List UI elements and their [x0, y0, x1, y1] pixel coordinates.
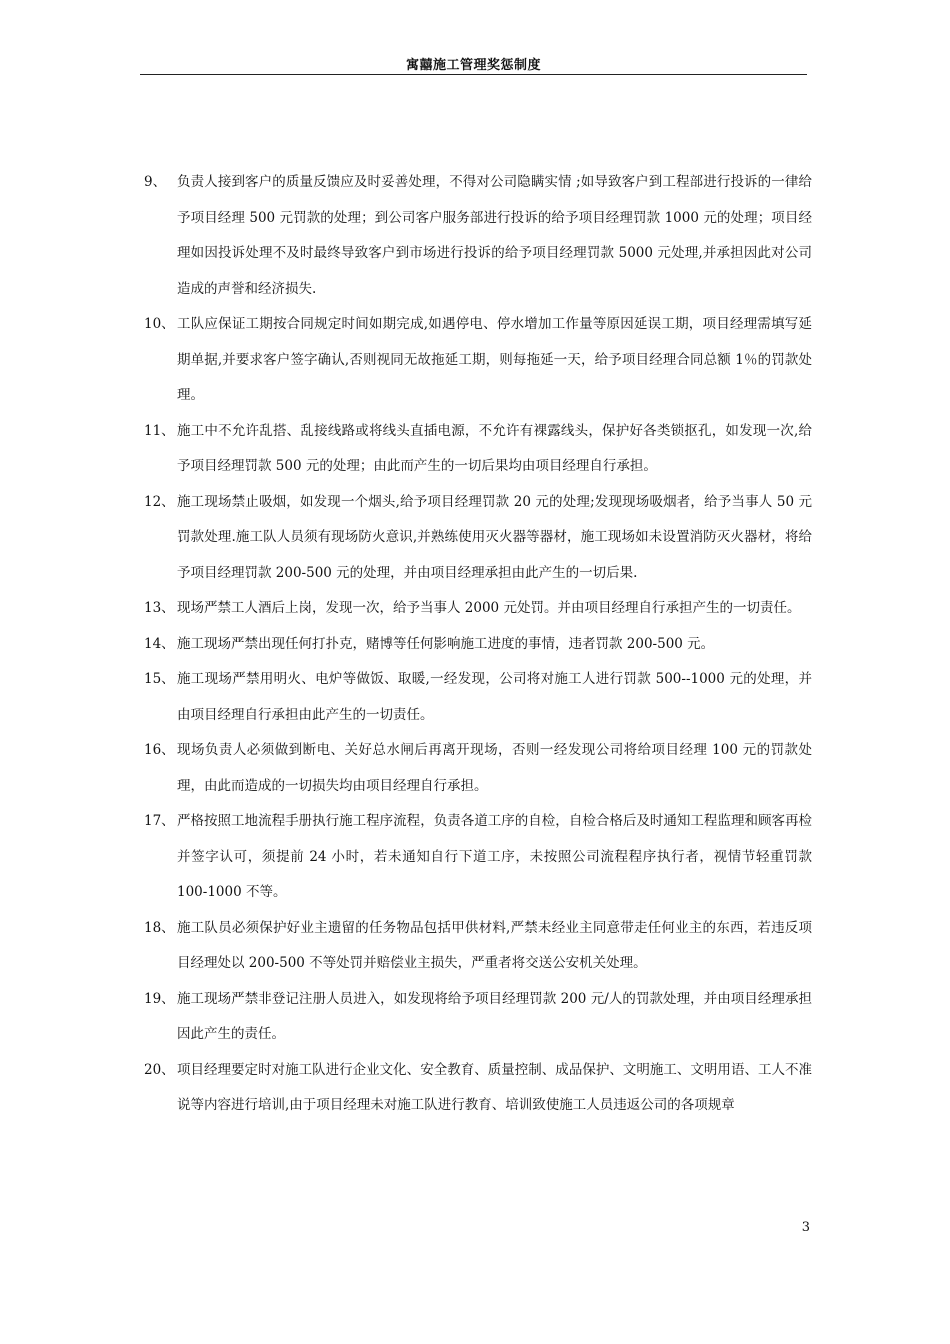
- item-number: 18、: [144, 919, 175, 936]
- item-text: 施工中不允许乱搭、乱接线路或将线头直插电源，不允许有裸露线头，保护好各类锁抠孔，如发现一次,给予项目经理罚款 500 元的处理；由此而产生的一切后果均由项目经理自行承担。: [177, 422, 812, 474]
- regulation-item-11: [144, 414, 812, 485]
- item-number: 10、: [144, 316, 175, 332]
- item-number: 15、: [144, 671, 175, 687]
- regulation-item-17: [144, 804, 812, 911]
- regulation-item-15: [144, 662, 812, 733]
- item-text: 施工现场禁止吸烟，如发现一个烟头,给予项目经理罚款 20 元的处理;发现现场吸烟者，给予当事人 50 元罚款处理.施工队人员须有现场防火意识,并熟练使用灭火器等器材，施工现场如未设置消防灭火器材，将给予项目经理罚款 200-500 元的处理，并由项目经理承担由此产生的一切后果.: [177, 493, 812, 581]
- item-number: 9、: [144, 174, 167, 190]
- item-text: 工队应保证工期按合同规定时间如期完成,如遇停电、停水增加工作量等原因延误工期，项目经理需填写延期单据,并要求客户签字确认,否则视同无故拖延工期，则每拖延一天，给予项目经理合同总额 1％的罚款处理。: [177, 316, 812, 403]
- page-number: 3: [801, 1220, 810, 1235]
- regulation-item-12: [144, 485, 812, 592]
- item-text: 施工现场严禁用明火、电炉等做饭、取暖,一经发现，公司将对施工人进行罚款 500--1000 元的处理，并由项目经理自行承担由此产生的一切责任。: [177, 671, 812, 723]
- page-header: [140, 54, 807, 75]
- regulation-item-20: [144, 1053, 812, 1124]
- regulation-item-14: [144, 627, 812, 663]
- regulation-item-16: [144, 733, 812, 804]
- item-text: 项目经理要定时对施工队进行企业文化、安全教育、质量控制、成品保护、文明施工、文明用语、工人不准说等内容进行培训,由于项目经理未对施工队进行教育、培训致使施工人员违返公司的各项规章: [177, 1061, 812, 1113]
- item-number: 16、: [144, 742, 175, 758]
- item-text: 施工队员必须保护好业主遗留的任务物品包括甲供材料,严禁未经业主同意带走任何业主的东西，若违反项目经理处以 200-500 不等处罚并赔偿业主损失，严重者将交送公安机关处理。: [177, 919, 812, 971]
- item-text: 严格按照工地流程手册执行施工程序流程，负责各道工序的自检，自检合格后及时通知工程监理和顾客再检并签字认可，须提前 24 小时，若未通知自行下道工序，未按照公司流程程序执行者，视情节轻重罚款 100-1000 不等。: [177, 813, 812, 900]
- item-text: 施工现场严禁非登记注册人员进入，如发现将给予项目经理罚款 200 元/人的罚款处理，并由项目经理承担因此产生的责任。: [177, 990, 812, 1042]
- item-number: 17、: [144, 813, 175, 829]
- document-title: 寓囍施工管理奖惩制度: [405, 58, 541, 73]
- item-text: 现场负责人必须做到断电、关好总水闸后再离开现场，否则一经发现公司将给项目经理 100 元的罚款处理，由此而造成的一切损失均由项目经理自行承担。: [177, 742, 812, 794]
- item-number: 14、: [144, 635, 175, 652]
- item-number: 20、: [144, 1061, 175, 1078]
- regulation-item-13: [144, 591, 812, 627]
- regulation-item-10: [144, 307, 812, 414]
- item-number: 11、: [144, 422, 175, 439]
- item-text: 施工现场严禁出现任何打扑克，赌博等任何影响施工进度的事情，违者罚款 200-500 元。: [177, 635, 715, 652]
- regulation-list: [144, 165, 812, 1124]
- regulation-item-18: [144, 911, 812, 982]
- regulation-item-19: [144, 982, 812, 1053]
- item-number: 13、: [144, 600, 175, 616]
- item-text: 负责人接到客户的质量反馈应及时妥善处理，不得对公司隐瞒实情 ;如导致客户到工程部进行投诉的一律给予项目经理 500 元罚款的处理；到公司客户服务部进行投诉的给予项目经理罚款 1000 元的处理；项目经理如因投诉处理不及时最终导致客户到市场进行投诉的给予项目经理罚款 5000 元处理,并承担因此对公司造成的声誉和经济损失.: [177, 174, 812, 297]
- item-number: 12、: [144, 493, 175, 510]
- item-number: 19、: [144, 990, 175, 1007]
- regulation-item-9: [144, 165, 812, 307]
- item-text: 现场严禁工人酒后上岗，发现一次，给予当事人 2000 元处罚。并由项目经理自行承担产生的一切责任。: [177, 600, 801, 616]
